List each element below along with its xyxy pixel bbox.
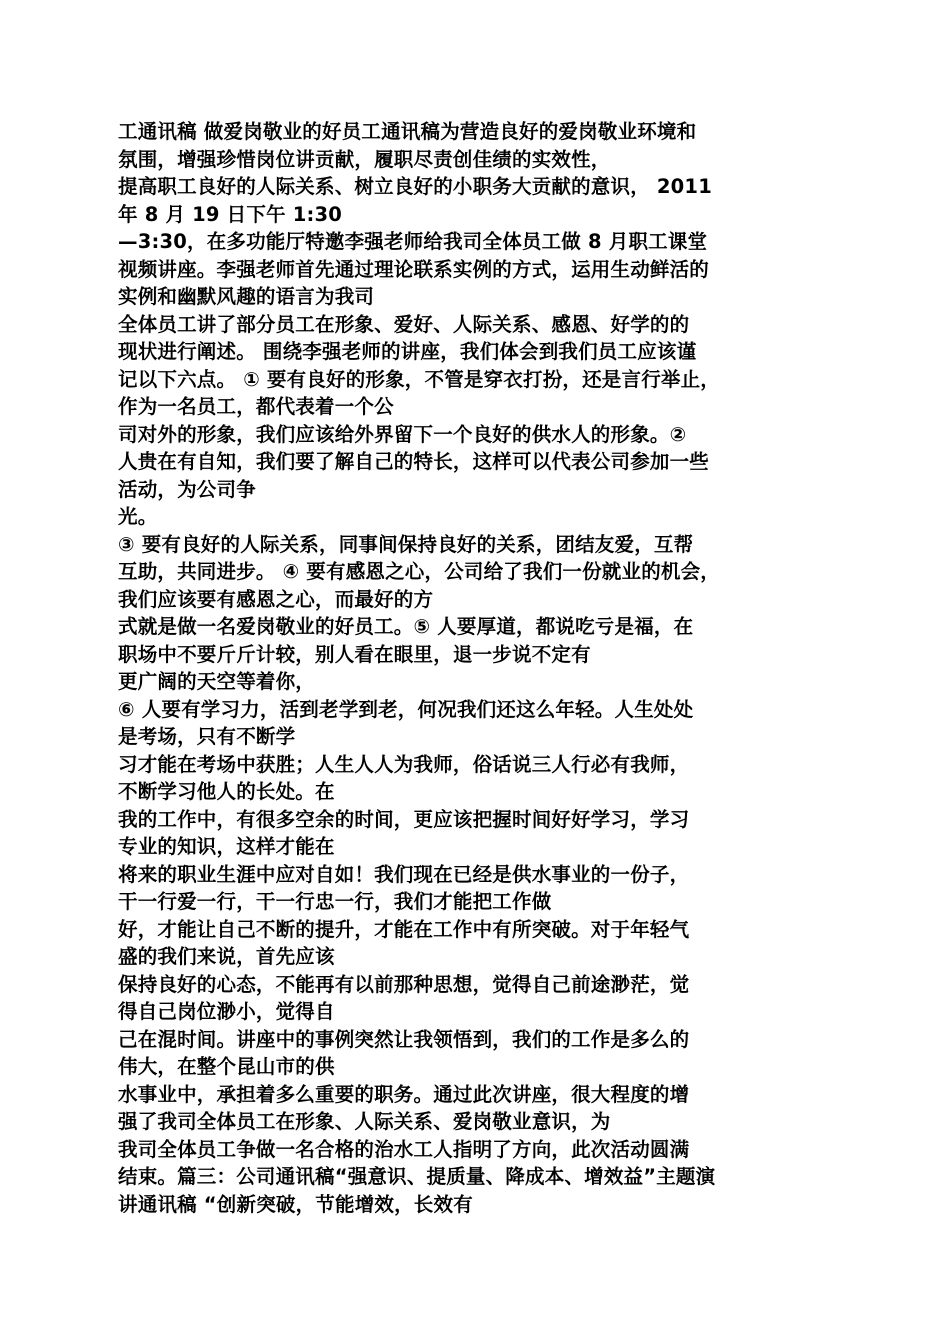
text-line: 讲通讯稿 “创新突破，节能增效，长效有 bbox=[118, 1192, 473, 1216]
text-line: 职场中不要斤斤计较，别人看在眼里，退一步说不定有 bbox=[118, 642, 591, 666]
text-line: ③ 要有良好的人际关系，同事间保持良好的关系，团结友爱，互帮 bbox=[118, 532, 694, 556]
text-line: 年 8 月 19 日下午 1:30 bbox=[118, 202, 343, 226]
text-line: 更广阔的天空等着你， bbox=[118, 670, 316, 693]
text-line: 习才能在考场中获胜；人生人人为我师，俗话说三人行必有我师， bbox=[118, 752, 690, 776]
text-line: 好，才能让自己不断的提升，才能在工作中有所突破。对于年轻气 bbox=[118, 917, 690, 941]
text-line: 专业的知识，这样才能在 bbox=[118, 835, 335, 858]
text-line: —3:30，在多功能厅特邀李强老师给我司全体员工做 8 月职工课堂 bbox=[118, 230, 708, 253]
text-line: 作为一名员工，都代表着一个公 bbox=[118, 395, 394, 418]
text-line: 不断学习他人的长处。在 bbox=[118, 780, 335, 803]
text-line: 我的工作中，有很多空余的时间，更应该把握时间好好学习，学习 bbox=[118, 807, 690, 831]
text-line: 我司全体员工争做一名合格的治水工人指明了方向，此次活动圆满 bbox=[118, 1137, 690, 1161]
text-line: 人贵在有自知，我们要了解自己的特长，这样可以代表公司参加一些 bbox=[118, 450, 710, 473]
text-line: 光。 bbox=[118, 505, 158, 528]
text-line: 氛围，增强珍惜岗位讲贡献，履职尽责创佳绩的实效性， bbox=[118, 147, 611, 171]
text-line: 活动，为公司争 bbox=[118, 477, 256, 501]
text-line: 工通讯稿 做爱岗敬业的好员工通讯稿为营造良好的爱岗敬业环境和 bbox=[118, 120, 697, 143]
text-line: 水事业中，承担着多么重要的职务。通过此次讲座，很大程度的增 bbox=[118, 1082, 690, 1106]
text-line: 强了我司全体员工在形象、人际关系、爱岗敬业意识，为 bbox=[118, 1110, 611, 1133]
text-line: 得自己岗位渺小，觉得自 bbox=[118, 1000, 335, 1023]
text-line: 伟大，在整个昆山市的供 bbox=[118, 1055, 335, 1078]
text-line: 式就是做一名爱岗敬业的好员工。⑤ 人要厚道，都说吃亏是福，在 bbox=[118, 615, 694, 638]
text-line: 将来的职业生涯中应对自如！我们现在已经是供水事业的一份子， bbox=[118, 862, 690, 886]
text-line: 司对外的形象，我们应该给外界留下一个良好的供水人的形象。② bbox=[118, 422, 687, 446]
text-line: 己在混时间。讲座中的事例突然让我领悟到，我们的工作是多么的 bbox=[118, 1027, 690, 1051]
text-line: 我们应该要有感恩之心，而最好的方 bbox=[118, 587, 434, 611]
text-line: 全体员工讲了部分员工在形象、爱好、人际关系、感恩、好学的的 bbox=[118, 312, 690, 336]
text-line: 视频讲座。李强老师首先通过理论联系实例的方式，运用生动鲜活的 bbox=[118, 257, 710, 281]
document-page bbox=[118, 118, 838, 1218]
text-line: 干一行爱一行，干一行忠一行，我们才能把工作做 bbox=[118, 890, 552, 913]
text-line: 盛的我们来说，首先应该 bbox=[118, 945, 335, 968]
text-line: 结束。篇三：公司通讯稿“强意识、提质量、降成本、增效益”主题演 bbox=[118, 1165, 716, 1188]
text-line: 实例和幽默风趣的语言为我司 bbox=[118, 285, 375, 308]
text-line: 现状进行阐述。 围绕李强老师的讲座，我们体会到我们员工应该谨 bbox=[118, 340, 697, 363]
text-line: ⑥ 人要有学习力，活到老学到老，何况我们还这么年轻。人生处处 bbox=[118, 697, 694, 721]
text-line: 是考场，只有不断学 bbox=[118, 725, 296, 748]
text-line: 记以下六点。 ① 要有良好的形象，不管是穿衣打扮，还是言行举止， bbox=[118, 367, 720, 391]
text-line: 保持良好的心态，不能再有以前那种思想，觉得自己前途渺茫，觉 bbox=[118, 972, 690, 996]
text-line: 互助，共同进步。 ④ 要有感恩之心，公司给了我们一份就业的机会， bbox=[118, 560, 720, 583]
text-line: 提高职工良好的人际关系、树立良好的小职务大贡献的意识， 2011 bbox=[118, 175, 712, 198]
